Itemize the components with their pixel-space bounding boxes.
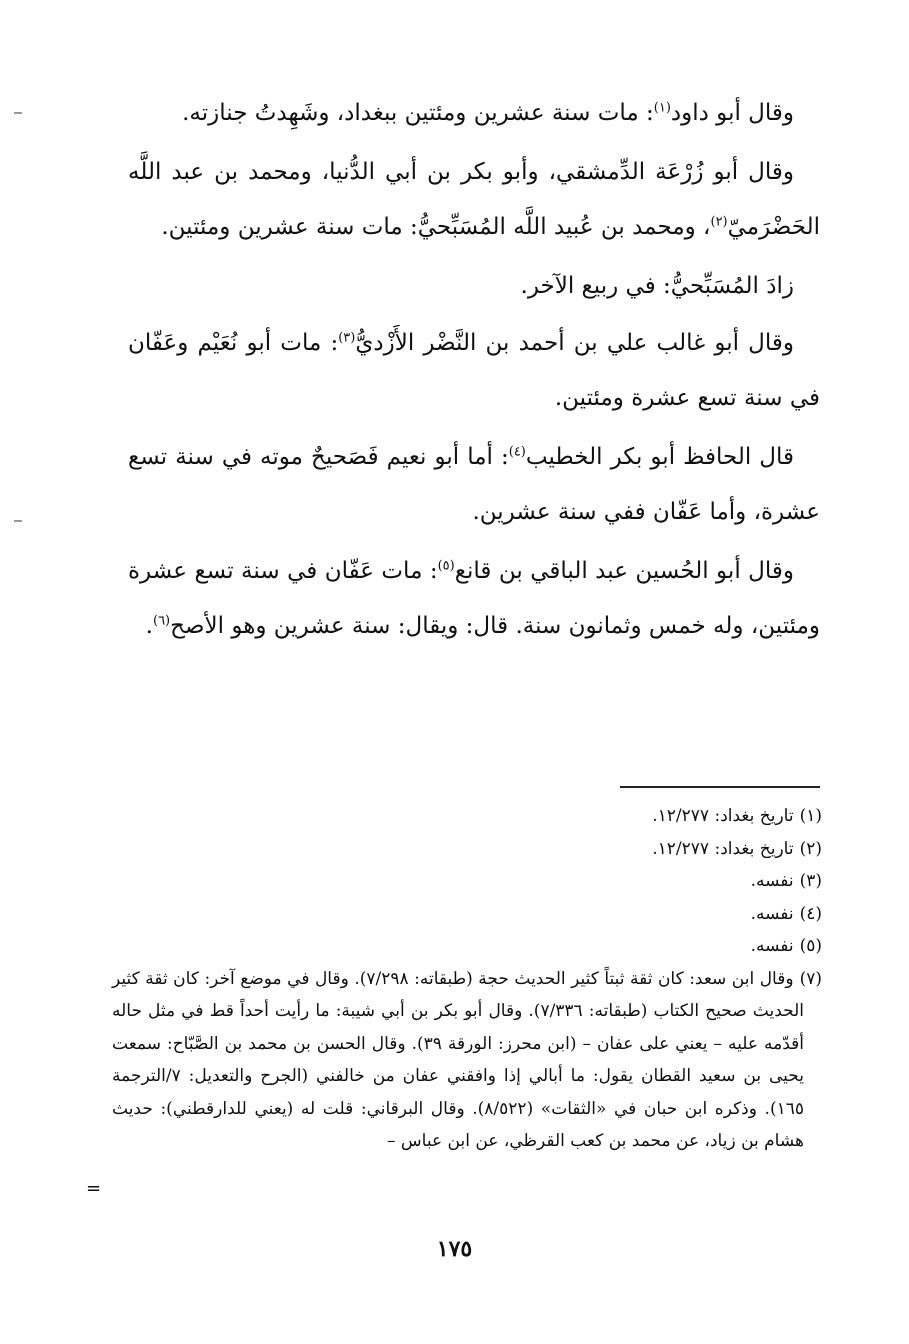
footnote-number: (٧)	[799, 968, 822, 989]
paragraph-text: : مات أبو نُعَيْم وعَفّان في سنة تسع عشرة ومئتين.	[128, 330, 820, 411]
footnote-text: تاريخ بغداد: ١٢/٢٧٧.	[652, 806, 794, 826]
margin-mark	[14, 112, 22, 114]
paragraph-5	[128, 430, 820, 540]
paragraph-text: : مات عَفّان في سنة تسع عشرة ومئتين، وله خمس وثمانون سنة. قال: ويقال: سنة عشرين وهو الأصح	[128, 558, 820, 639]
footnote-ref[interactable]: (٣)	[338, 330, 356, 346]
paragraph-text: ، ومحمد بن عُبيد اللَّه المُسَبِّحيُّ: مات سنة عشرين ومئتين.	[161, 214, 711, 240]
footnote-7	[112, 963, 822, 1158]
footnote-number: (٤)	[799, 903, 822, 924]
footnote-number: (٣)	[799, 871, 822, 891]
footnote-text: نفسه.	[750, 903, 794, 924]
paragraph-text: زادَ المُسَبِّحيُّ: في ربيع الآخر.	[520, 273, 794, 299]
footnote-ref[interactable]: (١)	[653, 100, 671, 116]
footnote-text: وقال ابن سعد: كان ثقة ثبتاً كثير الحديث حجة (طبقاته: ٧/٢٩٨). وقال في موضع آخر: كان ثقة كثير الحديث صحيح الكتاب (طبقاته: ٧/٣٣٦). وقال أبو بكر بن أبي شيبة: ما رأيت أحداً قط في مثل حاله أقدّمه عليه – يعني على عفان – (ابن محرز: الورقة ٣٩). وقال الحسن بن محمد بن الصَّبّاح: سمعت يحيى بن سعيد القطان يقول: ما أبالي إذا وافقني عفان من خالفني (الجرح والتعديل: ٧/الترجمة ١٦٥). وذكره ابن حبان في «الثقات» (٨/٥٢٢). وقال البرقاني: قلت له (يعني للدارقطني): حديث هشام بن زياد، عن محمد بن كعب القرظي، عن ابن عباس –	[112, 968, 805, 1151]
footnote-4	[112, 898, 822, 931]
footnote-ref[interactable]: (٢)	[710, 214, 728, 230]
paragraph-text: قال الحافظ أبو بكر الخطيب	[525, 444, 795, 470]
footnote-number: (١)	[799, 806, 822, 826]
continuation-mark: =	[86, 1178, 102, 1199]
paragraph-text: وقال أبو الحُسين عبد الباقي بن قانع	[454, 558, 794, 584]
footnote-number: (٥)	[799, 936, 822, 956]
paragraph-2	[128, 145, 820, 255]
paragraph-4	[128, 316, 820, 426]
main-text	[128, 86, 820, 658]
paragraph-text: وقال أبو غالب علي بن أحمد بن النَّضْر الأَزْديُّ	[355, 330, 794, 356]
paragraph-6	[128, 544, 820, 654]
footnotes	[112, 800, 822, 1158]
footnote-ref[interactable]: (٥)	[437, 558, 455, 574]
footnote-ref[interactable]: (٦)	[152, 613, 171, 629]
paragraph-text: .	[145, 613, 153, 639]
footnote-5	[112, 930, 822, 963]
paragraph-3	[128, 259, 820, 314]
footnote-2	[112, 833, 822, 866]
margin-mark	[14, 520, 22, 522]
paragraph-text: : أما أبو نعيم فَصَحيحٌ موته في سنة تسع عشرة، وأما عَفّان ففي سنة عشرين.	[128, 444, 820, 525]
footnote-1	[112, 800, 822, 833]
paragraph-text: وقال أبو زُرْعَة الدِّمشقي، وأبو بكر بن أبي الدُّنيا، ومحمد بن عبد اللَّه الحَضْرَميّ	[128, 159, 820, 240]
footnote-number: (٢)	[799, 838, 822, 859]
footnote-ref[interactable]: (٤)	[508, 444, 526, 460]
paragraph-text: وقال أبو داود	[670, 100, 794, 126]
page-number: ١٧٥	[436, 1236, 473, 1262]
paragraph-1	[128, 86, 820, 141]
footnote-text: نفسه.	[750, 936, 794, 956]
footnote-text: نفسه.	[750, 871, 794, 891]
footnote-separator	[620, 786, 820, 788]
footnote-3	[112, 865, 822, 898]
footnote-text: تاريخ بغداد: ١٢/٢٧٧.	[652, 838, 794, 859]
paragraph-text: : مات سنة عشرين ومئتين ببغداد، وشَهِدتُ جنازته.	[182, 100, 654, 126]
